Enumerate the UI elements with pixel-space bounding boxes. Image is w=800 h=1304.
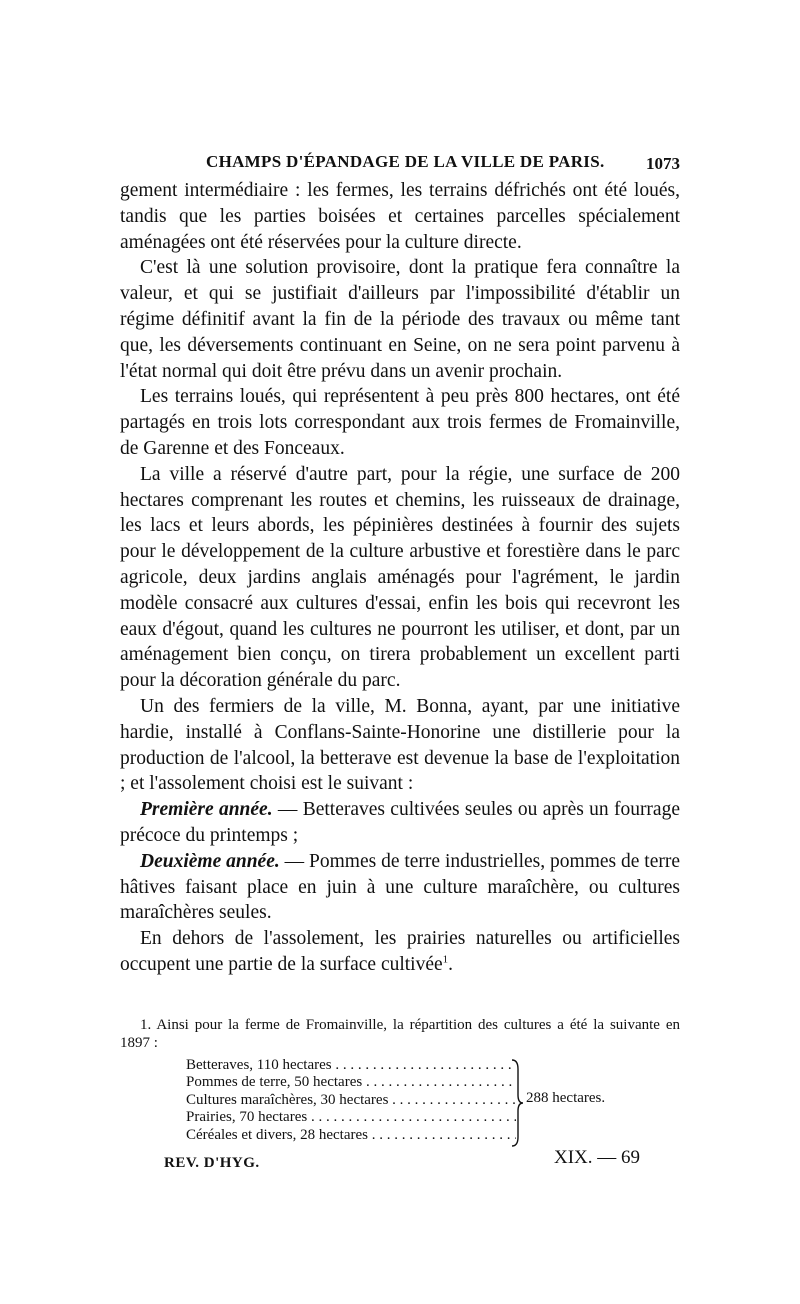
signature-mark: XIX. — 69: [553, 1147, 640, 1168]
body-text: [120, 178, 680, 978]
brace-icon: [510, 1059, 524, 1147]
page-header: [120, 146, 680, 176]
paragraph-1: gement intermédiaire : les fermes, les terrains défrichés ont été loués, tandis que les parties boisées et certaines parcelles spécialement aménagées ont été réservées pour la culture directe.: [120, 180, 680, 253]
first-year-label: Première année.: [140, 799, 273, 821]
second-year-label: Deuxième année.: [140, 850, 280, 872]
footnote: [120, 1016, 680, 1052]
paragraph-3: Les terrains loués, qui représentent à peu près 800 hectares, ont été partagés en trois lots correspondant aux trois fermes de Fromainville, de Garenne et des Fonceaux.: [120, 386, 680, 459]
journal-abbrev: REV. D'HYG.: [164, 1155, 260, 1171]
footnote-row: Pommes de terre, 50 hectares . . .: [186, 1074, 516, 1091]
second-year-text: — Pommes de terre industrielles, pommes de terre hâtives faisant place en juin à une culture maraîchère, ou cultures maraîchères seules.: [120, 850, 680, 924]
footnote-total: 288 hectares.: [526, 1090, 606, 1106]
footnote-row: Betteraves, 110 hectares . . .: [186, 1057, 516, 1074]
footnote-rows: [186, 1057, 516, 1144]
first-year-text: — Betteraves cultivées seules ou après un fourrage précoce du printemps ;: [120, 799, 680, 846]
running-title: CHAMPS D'ÉPANDAGE DE LA VILLE DE PARIS.: [206, 152, 605, 171]
footnote-intro: 1. Ainsi pour la ferme de Fromainville, la répartition des cultures a été la suivante en 1897 :: [120, 1017, 680, 1051]
paragraph-5: Un des fermiers de la ville, M. Bonna, ayant, par une initiative hardie, installé à Conflans-Sainte-Honorine une distillerie pour la production de l'alcool, la betterave est devenue la base de l'exploitation ; et l'assolement choisi est le suivant :: [120, 695, 680, 795]
paragraph-4: La ville a réservé d'autre part, pour la régie, une surface de 200 hectares comprenant les routes et chemins, les ruisseaux de drainage, les lacs et leurs abords, les pépinières destinées à fournir des sujets pour le développement de la culture arbustive et forestière dans le parc agricole, deux jardins anglais aménagés pour l'agrément, le jardin modèle consacré aux cultures d'essai, enfin les bois qui recevront les eaux d'égout, quand les cultures ne pourront les utiliser, et dont, par un aménagement bien conçu, on tirera probablement un excellent parti pour la décoration générale du parc.: [120, 463, 680, 692]
paragraph-2: C'est là une solution provisoire, dont la pratique fera connaître la valeur, et qui se justifiait d'ailleurs par l'impossibilité d'établir un régime définitif avant la fin de la période des travaux ou même tant que, les déversements continuant en Seine, on ne sera point parvenu à l'état normal qui doit être prévu dans un avenir prochain.: [120, 257, 680, 382]
footnote-ref[interactable]: 1: [442, 953, 449, 966]
page-number: 1073: [646, 154, 680, 173]
footnote-table: [186, 1057, 646, 1153]
paragraph-8-text: En dehors de l'assolement, les prairies naturelles ou artificielles occupent une partie de la surface cultivée: [120, 928, 680, 975]
paragraph-8-end: .: [448, 953, 454, 975]
paragraph-second-year: [120, 849, 680, 926]
footnote-row: Prairies, 70 hectares . . .: [186, 1109, 516, 1126]
footnote-row: Céréales et divers, 28 hectares . . .: [186, 1127, 516, 1144]
paragraph-first-year: [120, 797, 680, 849]
paragraph-8: [120, 926, 680, 978]
footnote-row: Cultures maraîchères, 30 hectares . . .: [186, 1092, 516, 1109]
page-footer: [120, 1147, 680, 1177]
